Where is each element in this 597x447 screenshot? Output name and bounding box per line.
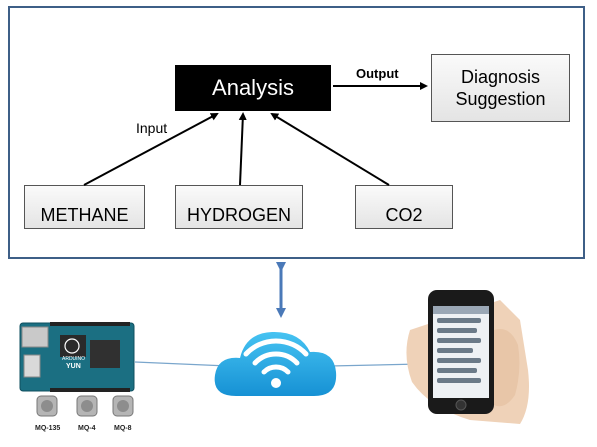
arrow-co2-to-analysis bbox=[272, 114, 389, 185]
sensor-model-label: MQ-4 bbox=[78, 425, 96, 432]
diagnosis-line1: Diagnosis bbox=[460, 67, 541, 87]
arrow-methane-to-analysis bbox=[84, 114, 217, 185]
smartphone-hand-icon bbox=[406, 290, 529, 424]
sensor-model-label: MQ-135 bbox=[35, 425, 61, 432]
arduino-board-icon bbox=[20, 322, 134, 392]
sensor-label: HYDROGEN bbox=[186, 205, 291, 225]
gas-sensor-icon-3 bbox=[113, 396, 133, 416]
sensor-label: METHANE bbox=[40, 205, 129, 225]
board-model-text: YUN bbox=[66, 363, 81, 370]
arrow-hydrogen-to-analysis bbox=[240, 114, 243, 185]
wifi-cloud-icon bbox=[215, 332, 336, 396]
connector-cloud-phone bbox=[330, 364, 420, 366]
output-label: Output bbox=[356, 66, 399, 81]
gas-sensor-icon-2 bbox=[77, 396, 97, 416]
diagnosis-line2: Suggestion bbox=[455, 89, 546, 109]
connector-board-cloud bbox=[135, 362, 228, 366]
input-label: Input bbox=[136, 120, 168, 136]
analysis-label: Analysis bbox=[212, 75, 294, 100]
gas-sensor-icon-1 bbox=[37, 396, 57, 416]
sensor-model-label: MQ-8 bbox=[114, 425, 132, 432]
sensor-label: CO2 bbox=[385, 205, 423, 225]
board-brand-text: ARDUINO bbox=[62, 356, 86, 362]
